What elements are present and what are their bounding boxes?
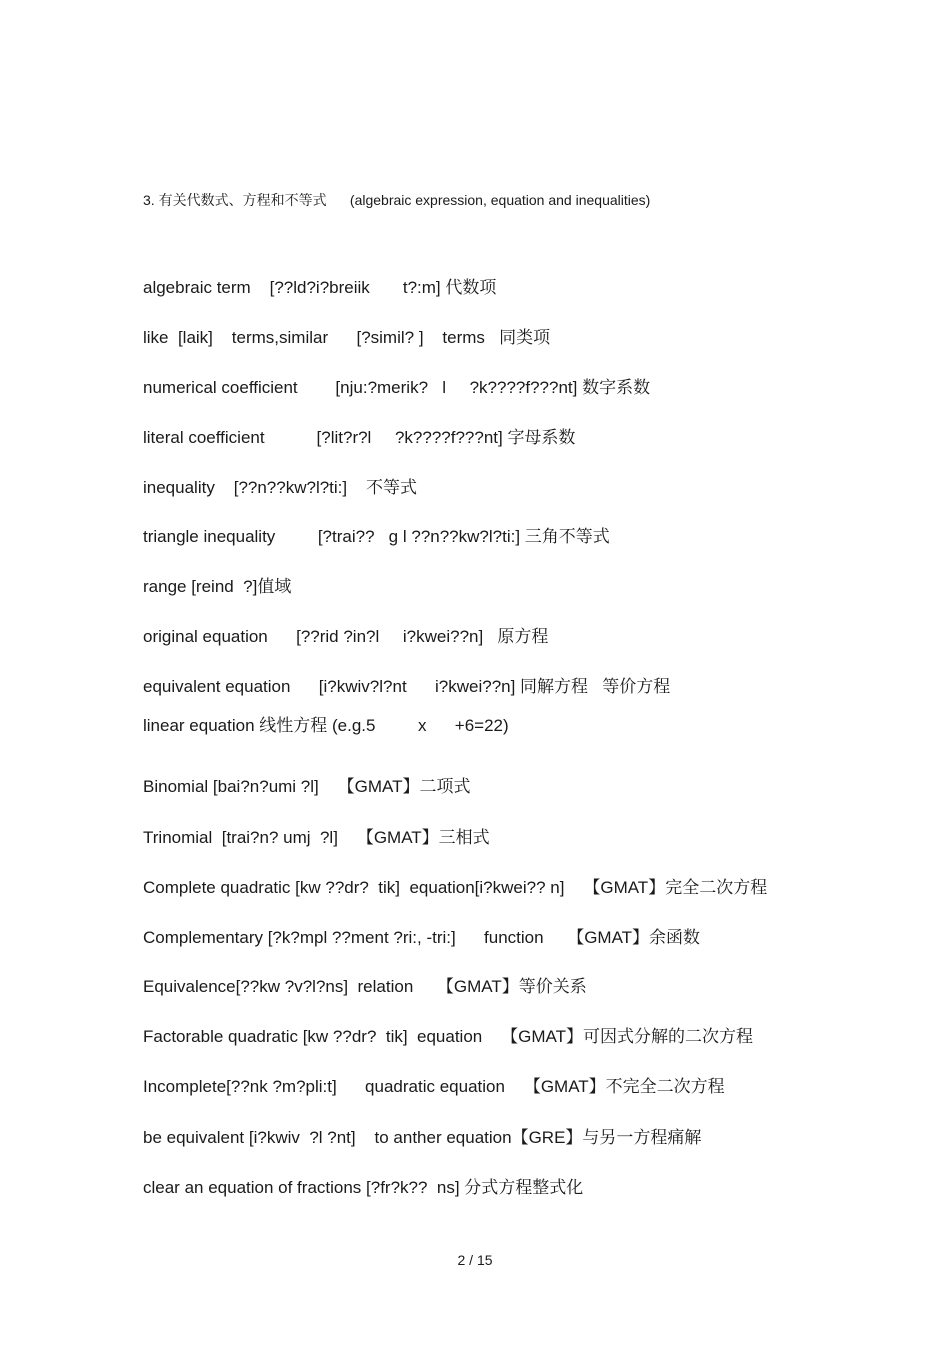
term-line: Complete quadratic [kw ??dr? tik] equation[i?kwei?? n] 【GMAT】完全二次方程 xyxy=(143,878,768,897)
term-line: range [reind ?]值域 xyxy=(143,577,292,596)
term-line: Equivalence[??kw ?v?l?ns] relation 【GMAT】等价关系 xyxy=(143,977,587,996)
term-line: inequality [??n??kw?l?ti:] 不等式 xyxy=(143,478,418,497)
term-line: algebraic term [??ld?i?breiik t?:m] 代数项 xyxy=(143,278,497,297)
term-line: linear equation 线性方程 (e.g.5 x +6=22) xyxy=(143,716,509,735)
term-line: triangle inequality [?trai?? g l ??n??kw?l?ti:] 三角不等式 xyxy=(143,527,610,546)
page-number: 2 / 15 xyxy=(457,1252,493,1268)
term-line: Trinomial [trai?n? umj ?l] 【GMAT】三相式 xyxy=(143,828,490,847)
term-line: Complementary [?k?mpl ??ment ?ri:, -tri:] function 【GMAT】余函数 xyxy=(143,928,701,947)
term-line: be equivalent [i?kwiv ?l ?nt] to anther equation【GRE】与另一方程痛解 xyxy=(143,1128,702,1147)
term-line: literal coefficient [?lit?r?l ?k????f???nt] 字母系数 xyxy=(143,428,576,447)
term-line: Incomplete[??nk ?m?pli:t] quadratic equation 【GMAT】不完全二次方程 xyxy=(143,1077,725,1096)
section-heading: 3. 有关代数式、方程和不等式 (algebraic expression, equation and inequalities) xyxy=(143,192,651,208)
term-line: Factorable quadratic [kw ??dr? tik] equation 【GMAT】可因式分解的二次方程 xyxy=(143,1027,753,1046)
term-line: equivalent equation [i?kwiv?l?nt i?kwei??n] 同解方程 等价方程 xyxy=(143,677,671,696)
term-line: original equation [??rid ?in?l i?kwei??n] 原方程 xyxy=(143,627,549,646)
term-line: like [laik] terms,similar [?simil? ] terms 同类项 xyxy=(143,328,551,347)
term-line: numerical coefficient [nju:?merik? l ?k????f???nt] 数字系数 xyxy=(143,378,651,397)
term-line: clear an equation of fractions [?fr?k?? ns] 分式方程整式化 xyxy=(143,1178,584,1197)
term-line: Binomial [bai?n?umi ?l] 【GMAT】二项式 xyxy=(143,777,471,796)
